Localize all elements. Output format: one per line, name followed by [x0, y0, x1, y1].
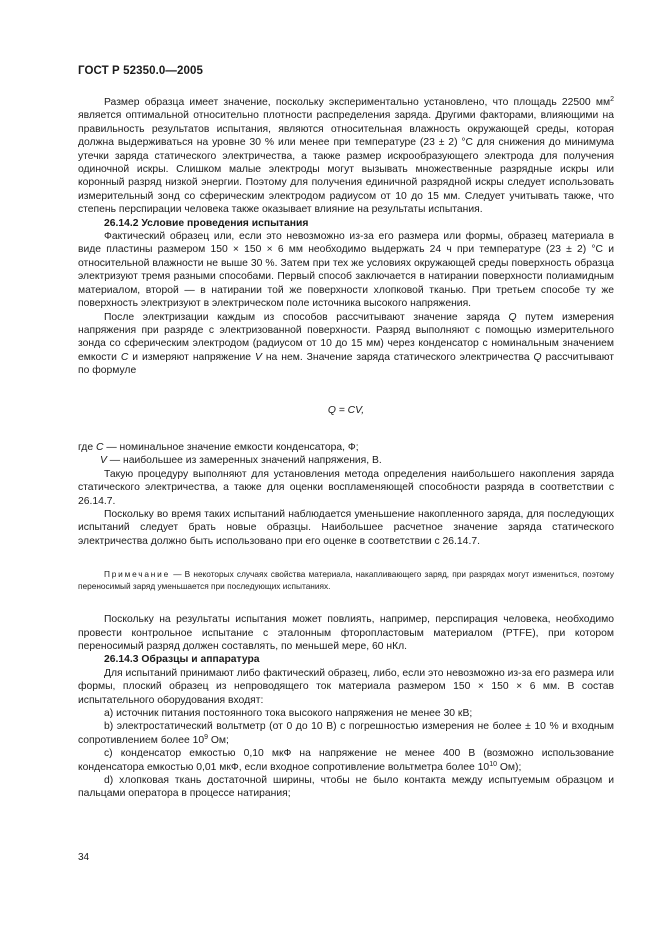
section-heading-samples-apparatus: 26.14.3 Образцы и аппаратура	[104, 654, 260, 666]
paragraph-control-test: Поскольку на результаты испытания может повлиять, например, перспирация человека, необходимо провести контрольное испытание с эталонным фторопластовым материалом (PTFE), при котором переносимый разряд должен составлять, по меньшей мере, 60 нКл.	[78, 614, 614, 652]
paragraph-text: на нем. Значение заряда статического электричества	[261, 351, 534, 363]
list-item-text: Ом;	[208, 734, 229, 746]
definition-prefix: где	[78, 441, 96, 453]
symbol-c: C	[95, 441, 104, 453]
note-text: — В некоторых случаях свойства материала, накапливающего заряд, при разрядах могут измениться, поэтому переносимый заряд уменьшается при последующих испытаниях.	[78, 569, 614, 592]
paragraph-sample-size	[78, 96, 614, 217]
paragraph-new-samples: Поскольку во время таких испытаний наблюдается уменьшение накопленного заряда, для последующих испытаний следует брать новые образцы. Наибольшее расчетное значение заряда статического электричества должно быть использовано при его оценке в соответствии с 26.14.7.	[78, 508, 614, 547]
paragraph-text: рассчитывают по формуле	[78, 351, 614, 377]
definition-v	[78, 454, 614, 467]
list-item-text: Ом);	[496, 761, 522, 773]
definition-c	[78, 441, 614, 454]
superscript: 10	[489, 760, 497, 768]
paragraph-text: и измеряют напряжение	[128, 351, 255, 363]
superscript: 9	[204, 733, 208, 741]
paragraph-samples: Для испытаний принимают либо фактический образец, либо, если это невозможно из-за его размера или формы, плоский образец из непроводящего ток материала размером 150 × 150 × 6 мм. В состав испытательного оборудования входят:	[78, 667, 614, 706]
symbol-q: Q	[533, 351, 542, 363]
paragraph-text: После электризации каждым из способов рассчитывают значение заряда	[104, 311, 509, 323]
symbol-q: Q	[508, 311, 517, 323]
page-content	[78, 96, 614, 801]
superscript: 2	[610, 96, 614, 103]
paragraph-text: является оптимальной относительно плотности распределения заряда. Другими факторами, влияющими на правильность результатов испытания, являются относительная влажность окружающей среды, которая должна выдерживаться на уровне 30 % или менее при температуре (23 ± 2) °С для снижения до минимума утечки заряда статического электричества, а также размер искрообразующего электрода для получения одиночной искры. Слишком малые электроды могут вызывать множественные разрядные искры или коронный разряд низкой энергии. Поэтому для получения единичной разрядной искры следует использовать измерительный зонд со сферическим электродом радиусом от 10 до 15 мм. Следует учитывать также, что степень перспирации человека также оказывает влияние на результаты испытания.	[78, 110, 614, 216]
symbol-v: V	[100, 455, 107, 467]
formula: Q = CV,	[327, 404, 365, 416]
paragraph-text: Размер образца имеет значение, поскольку экспериментально установлено, что площадь 22500 мм	[104, 97, 611, 108]
list-item-text: b) электростатический вольтметр (от 0 до 10 В) с погрешностью измерения не более ± 10 % и входным сопротивлением более 10	[78, 721, 614, 746]
paragraph-procedure-purpose: Такую процедуру выполняют для установления метода определения наибольшего накопления заряда статического электричества, а также для оценки воспламеняющей способности разряда в соответствии с 26.14.7.	[78, 468, 614, 507]
paragraph-text: путем измерения напряжения при разряде с электризованной поверхности. Разряд выполняют с помощью измерительного зонда со сферическим электродом (радиусом от 10 до 15 мм) через конденсатор с номинальным значением емкости	[78, 311, 614, 363]
list-item-d: d) хлопковая ткань достаточной ширины, чтобы не было контакта между испытуемым образцом и пальцами оператора в процессе натирания;	[78, 775, 614, 800]
definition-text: — наибольшее из замеренных значений напряжения, В.	[106, 455, 382, 467]
paragraph-charge-calculation	[78, 311, 614, 378]
section-heading-test-conditions: 26.14.2 Условие проведения испытания	[104, 217, 309, 229]
note	[78, 568, 614, 592]
note-label: Примечание	[104, 569, 171, 580]
symbol-c: C	[120, 351, 129, 363]
definition-text: — номинальное значение емкости конденсатора, Ф;	[103, 441, 359, 453]
list-item-a: а) источник питания постоянного тока высокого напряжения не менее 30 кВ;	[104, 708, 473, 720]
list-item-text: c) конденсатор емкостью 0,10 мкФ на напряжение не менее 400 В (возможно использование конденсатора емкостью 0,01 мкФ, если входное сопротивление вольтметра более 10	[78, 748, 614, 773]
list-item-b	[78, 720, 614, 747]
symbol-v: V	[255, 351, 262, 363]
paragraph-test-conditions: Фактический образец или, если это невозможно из-за его размера или формы, образец материала в виде пластины размером 150 × 150 × 6 мм необходимо выдержать 24 ч при температуре (23 ± 2) °С и относительной влажности не выше 30 %. Затем при тех же условиях окружающей среды поверхность образца электризуют тремя разными способами. Первый способ заключается в натирании поверхности полиамидным материалом, второй — в натирании той же поверхности хлопковой тканью. При третьем способе ту же поверхность электризуют в электрическом поле источника высокого напряжения.	[78, 231, 614, 310]
page-number: 34	[78, 852, 90, 863]
standard-header: ГОСТ Р 52350.0—2005	[78, 65, 203, 77]
list-item-c	[78, 747, 614, 774]
